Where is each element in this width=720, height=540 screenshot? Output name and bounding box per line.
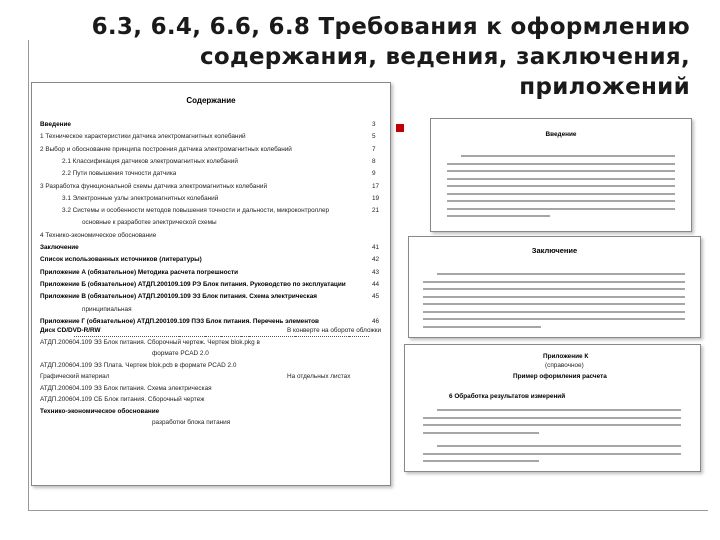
toc-entry: 2.1 Классификация датчиков электромагнитных колебаний: [62, 157, 238, 165]
toc-entry: 3.2 Системы и особенности методов повышения точности и дальности, микроконтроллер: [62, 207, 330, 215]
toc-page-number: 3: [372, 121, 376, 128]
toc-disk-line: АТДП.200604.109 Э3 Плата. Чертеж blok.pcb в формате PCAD 2.0: [40, 361, 237, 369]
appendix-title: Пример оформления расчета: [513, 373, 607, 380]
toc-entry: Введение: [40, 121, 71, 128]
decor-vertical-line: [28, 40, 29, 510]
intro-text-line: [447, 163, 675, 165]
conclusion-heading: Заключение: [531, 246, 578, 255]
conclusion-text-line: [423, 311, 685, 313]
appendix-text-line: [437, 445, 681, 447]
conclusion-text-line: [423, 326, 541, 328]
toc-page-number: 19: [372, 194, 380, 202]
toc-disk-line: АТДП.200604.109 Э3 Блок питания. Схема электрическая: [40, 384, 212, 392]
toc-disk-line: Диск CD/DVD-R/RW: [40, 327, 101, 334]
toc-entry: Приложение В (обязательное) АТДП.200109.109 Э3 Блок питания. Схема электрическая: [40, 293, 317, 301]
toc-entry: 4 Технико-экономическое обоснование: [40, 231, 157, 239]
toc-page-thumbnail: [31, 82, 391, 486]
appendix-text-line: [423, 460, 539, 462]
toc-entry: 2 Выбор и обоснование принципа построения датчика электромагнитных колебаний: [40, 145, 292, 153]
toc-entry: Заключение: [40, 244, 79, 251]
toc-heading: Содержание: [186, 96, 236, 105]
conclusion-text-line: [437, 273, 685, 275]
appendix-type: (справочное): [545, 362, 584, 369]
toc-disk-line: разработки блока питания: [152, 419, 231, 426]
toc-disk-location: На отдельных листах: [287, 373, 351, 380]
intro-heading: Введение: [545, 131, 577, 138]
appendix-text-line: [423, 453, 681, 455]
toc-page-number: 45: [372, 293, 380, 301]
toc-entry: 3.1 Электронные узлы электромагнитных колебаний: [62, 194, 219, 202]
toc-disk-line: Технико-экономическое обоснование: [40, 407, 160, 415]
intro-text-line: [447, 208, 675, 210]
conclusion-page-thumbnail: [408, 236, 701, 338]
toc-page-number: 8: [372, 157, 376, 165]
toc-entry: основные к разработке электрической схемы: [82, 219, 217, 227]
toc-entry: Приложение А (обязательное) Методика расчета погрешности: [40, 268, 239, 276]
toc-entry: принципиальная: [82, 305, 132, 313]
toc-page-number: 21: [372, 207, 380, 215]
toc-page-number: 41: [372, 244, 380, 251]
toc-page-number: 7: [372, 145, 376, 153]
intro-text-line: [447, 193, 675, 195]
appendix-text-line: [423, 424, 681, 426]
toc-entry: Список использованных источников (литературы): [40, 256, 202, 264]
toc-page-number: 42: [372, 256, 380, 264]
toc-page-number: 46: [372, 317, 380, 325]
conclusion-text-line: [423, 303, 685, 305]
toc-page-number: 5: [372, 133, 376, 141]
toc-entry: Приложение Г (обязательное) АТДП.200109.109 ПЭ3 Блок питания. Перечень элементов: [40, 317, 319, 325]
intro-text-line: [447, 215, 550, 217]
intro-text-line: [447, 170, 675, 172]
toc-page-number: 44: [372, 280, 380, 288]
intro-text-line: [447, 185, 675, 187]
toc-disk-line: АТДП.200604.109 Э3 Блок питания. Сборочный чертеж. Чертеж blok.pkg в: [40, 338, 260, 346]
toc-entry: Приложение Б (обязательное) АТДП.200109.109 РЭ Блок питания. Руководство по эксплуатации: [40, 280, 346, 288]
toc-leader-dots: [322, 336, 369, 337]
toc-page-number: 43: [372, 268, 380, 276]
appendix-page-thumbnail: [404, 344, 701, 472]
toc-disk-line: АТДП.200604.109 СБ Блок питания. Сборочный чертеж: [40, 396, 205, 403]
red-bullet-marker: [396, 124, 404, 132]
toc-disk-location: В конверте на обороте обложки: [287, 327, 382, 334]
intro-text-line: [461, 155, 675, 157]
decor-horizontal-line: [28, 510, 708, 511]
slide-title-line-1: 6.3, 6.4, 6.6, 6.8 Требования к оформлению: [91, 14, 690, 40]
intro-text-line: [447, 200, 675, 202]
toc-disk-line: Графический материал: [40, 373, 110, 380]
toc-entry: 3 Разработка функциональной схемы датчика электромагнитных колебаний: [40, 182, 268, 190]
intro-page-thumbnail: [430, 118, 692, 232]
conclusion-text-line: [423, 288, 685, 290]
conclusion-text-line: [423, 318, 685, 320]
slide-title-line-3: приложений: [519, 74, 690, 100]
appendix-section-heading: 6 Обработка результатов измерений: [449, 393, 566, 400]
conclusion-text-line: [423, 296, 685, 298]
toc-entry: 1 Техническое характеристики датчика электромагнитных колебаний: [40, 133, 246, 141]
appendix-text-line: [437, 409, 681, 411]
toc-disk-line: формате PCAD 2.0: [152, 350, 209, 357]
toc-page-number: 17: [372, 182, 380, 190]
appendix-label: Приложение К: [543, 353, 589, 360]
conclusion-text-line: [423, 281, 685, 283]
toc-page-number: 9: [372, 170, 376, 178]
appendix-text-line: [423, 417, 681, 419]
intro-text-line: [447, 178, 675, 180]
appendix-text-line: [423, 432, 539, 434]
slide-title-line-2: содержания, ведения, заключения,: [199, 44, 690, 70]
toc-entry: 2.2 Пути повышения точности датчика: [62, 170, 177, 178]
